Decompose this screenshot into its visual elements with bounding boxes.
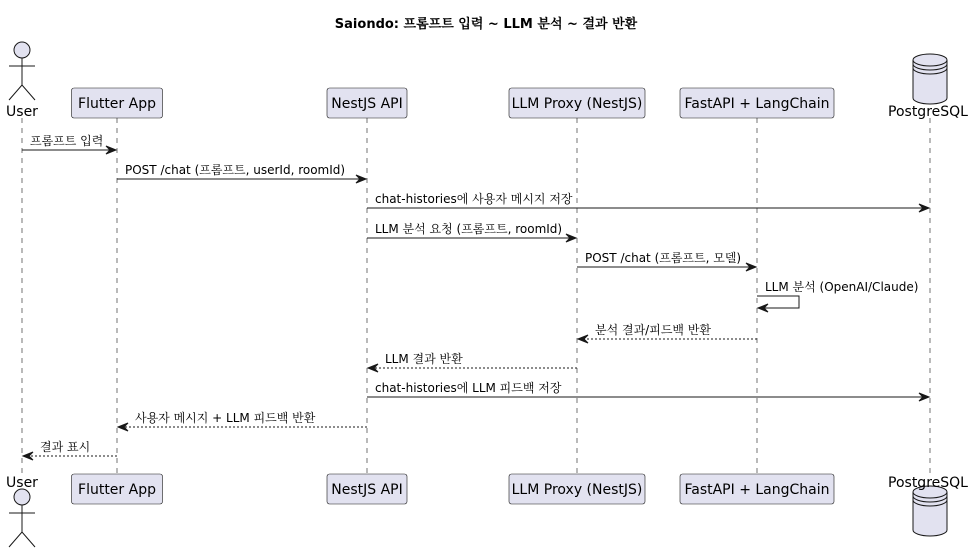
participant-user-top	[6, 42, 38, 120]
participant-label: FastAPI + LangChain	[684, 96, 830, 112]
participant-label: LLM Proxy (NestJS)	[511, 96, 643, 112]
message-label: LLM 분석 (OpenAI/Claude)	[765, 280, 919, 294]
participant-label: NestJS API	[331, 482, 403, 498]
participant-user-bottom	[6, 475, 38, 547]
message-4	[367, 221, 576, 242]
participant-db-top	[888, 54, 968, 120]
message-label: LLM 분석 요청 (프롬프트, roomId)	[375, 222, 563, 236]
participant-proxy-top	[509, 88, 645, 118]
participant-db-bottom	[888, 475, 968, 536]
message-7	[578, 322, 757, 343]
message-3	[367, 191, 929, 212]
participant-label: NestJS API	[331, 96, 403, 112]
message-label: chat-histories에 사용자 메시지 저장	[375, 192, 573, 206]
participant-lc-bottom	[680, 474, 834, 504]
participant-label: PostgreSQL	[888, 104, 968, 120]
messages	[22, 133, 929, 460]
participant-api-bottom	[327, 474, 407, 504]
database-icon	[913, 54, 947, 104]
message-11	[23, 439, 117, 460]
participant-label: Flutter App	[78, 96, 156, 112]
participant-label: User	[6, 475, 38, 491]
message-6	[757, 279, 918, 312]
arrow-head	[578, 335, 588, 343]
message-label: LLM 결과 반환	[385, 352, 463, 366]
database-icon	[913, 486, 947, 536]
participant-app-top	[72, 88, 163, 118]
message-label: POST /chat (프롬프트, userId, roomId)	[125, 163, 346, 177]
message-label: chat-histories에 LLM 피드백 저장	[375, 381, 562, 395]
message-5	[577, 250, 756, 271]
message-label: POST /chat (프롬프트, 모델)	[585, 251, 742, 265]
participant-proxy-bottom	[509, 474, 645, 504]
diagram-title: Saiondo: 프롬프트 입력 ~ LLM 분석 ~ 결과 반환	[334, 17, 638, 32]
message-label: 결과 표시	[40, 440, 91, 454]
message-label: 프롬프트 입력	[30, 134, 104, 148]
participant-label: PostgreSQL	[888, 475, 968, 491]
participant-api-top	[327, 88, 407, 118]
message-label: 사용자 메시지 + LLM 피드백 반환	[135, 411, 316, 425]
participant-label: FastAPI + LangChain	[684, 482, 830, 498]
actor-icon	[9, 42, 35, 100]
participants-top	[6, 42, 968, 120]
message-2	[117, 163, 366, 183]
participant-label: Flutter App	[78, 482, 156, 498]
actor-icon	[9, 489, 35, 547]
participant-lc-top	[680, 88, 834, 118]
participant-label: LLM Proxy (NestJS)	[511, 482, 643, 498]
participant-label: User	[6, 104, 38, 120]
message-9	[367, 380, 929, 401]
participant-app-bottom	[72, 474, 163, 504]
message-10	[118, 410, 367, 431]
message-8	[368, 351, 577, 372]
participants-bottom	[6, 474, 968, 547]
message-1	[22, 133, 116, 154]
message-label: 분석 결과/피드백 반환	[595, 323, 712, 337]
